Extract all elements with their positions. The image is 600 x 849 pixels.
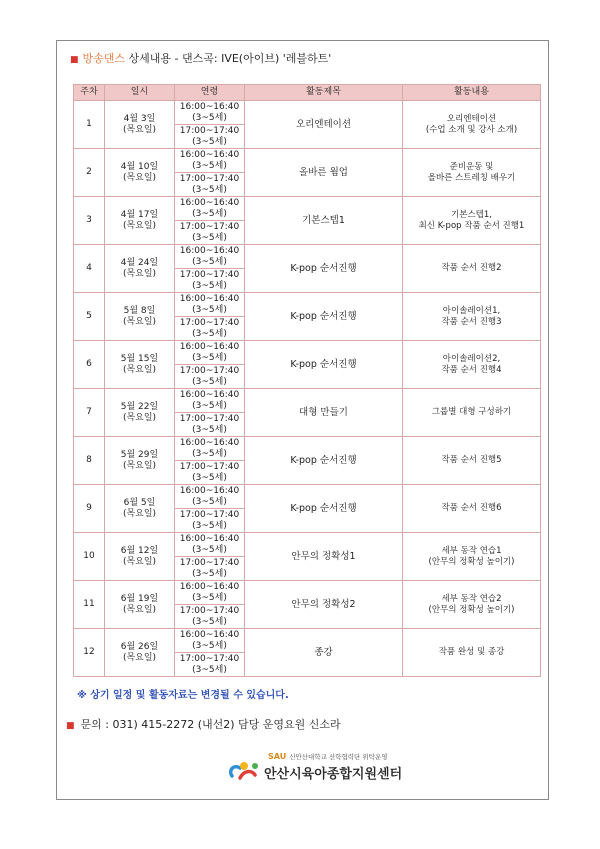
time-cell — [175, 629, 245, 653]
time-text: 17:00~17:40 — [179, 317, 240, 328]
date-cell — [105, 293, 175, 341]
date-cell — [105, 485, 175, 533]
time-cell — [175, 269, 245, 293]
activity-content-cell — [403, 437, 541, 485]
table-row — [74, 341, 541, 365]
time-text: 17:00~17:40 — [179, 269, 240, 280]
age-text: (3~5세) — [192, 520, 227, 531]
time-text: 17:00~17:40 — [179, 413, 240, 424]
time-text: 16:00~16:40 — [179, 389, 240, 400]
activity-content-line: 아이솔레이션1, — [442, 305, 501, 316]
week-cell: 1 — [74, 101, 105, 149]
date-text: 5월 15일 — [120, 353, 159, 364]
center-logo — [228, 750, 408, 784]
activity-title-cell: 안무의 정확성2 — [245, 581, 403, 629]
activity-title-cell: 기본스텝1 — [245, 197, 403, 245]
week-cell: 6 — [74, 341, 105, 389]
week-cell: 3 — [74, 197, 105, 245]
date-cell — [105, 581, 175, 629]
age-text: (3~5세) — [192, 664, 227, 675]
table-row — [74, 629, 541, 653]
time-cell — [175, 365, 245, 389]
time-text: 16:00~16:40 — [179, 245, 240, 256]
age-text: (3~5세) — [192, 160, 227, 171]
activity-content-line: 작품 순서 진행3 — [441, 316, 502, 327]
age-text: (3~5세) — [192, 184, 227, 195]
date-cell — [105, 437, 175, 485]
time-cell — [175, 293, 245, 317]
activity-content-line: 세부 동작 연습2 — [441, 593, 502, 604]
age-text: (3~5세) — [192, 328, 227, 339]
schedule-table — [73, 84, 541, 677]
date-text: 6월 12일 — [120, 545, 159, 556]
logo-mark-icon — [228, 760, 260, 782]
time-text: 17:00~17:40 — [179, 125, 240, 136]
week-cell: 5 — [74, 293, 105, 341]
table-row — [74, 581, 541, 605]
age-text: (3~5세) — [192, 256, 227, 267]
age-text: (3~5세) — [192, 616, 227, 627]
day-text: (목요일) — [122, 364, 157, 375]
day-text: (목요일) — [122, 652, 157, 663]
heading-detail: 상세내용 - 댄스곡: IVE(아이브) '레블하트' — [128, 52, 332, 65]
week-cell: 11 — [74, 581, 105, 629]
time-text: 16:00~16:40 — [179, 533, 240, 544]
date-text: 4월 3일 — [123, 113, 156, 124]
date-text: 4월 24일 — [120, 257, 159, 268]
week-cell: 10 — [74, 533, 105, 581]
activity-content-line: 작품 순서 진행2 — [441, 263, 502, 273]
table-row — [74, 197, 541, 221]
time-cell — [175, 461, 245, 485]
time-cell — [175, 437, 245, 461]
day-text: (목요일) — [122, 556, 157, 567]
time-cell — [175, 125, 245, 149]
time-cell — [175, 173, 245, 197]
age-text: (3~5세) — [192, 112, 227, 123]
week-cell: 4 — [74, 245, 105, 293]
age-text: (3~5세) — [192, 544, 227, 555]
age-text: (3~5세) — [192, 208, 227, 219]
activity-content-cell — [403, 533, 541, 581]
day-text: (목요일) — [122, 220, 157, 231]
schedule-body — [74, 101, 541, 677]
time-text: 17:00~17:40 — [179, 173, 240, 184]
time-cell — [175, 221, 245, 245]
table-row — [74, 485, 541, 509]
day-text: (목요일) — [122, 124, 157, 135]
day-text: (목요일) — [122, 412, 157, 423]
activity-content-cell — [403, 293, 541, 341]
time-text: 16:00~16:40 — [179, 149, 240, 160]
activity-content-line: 그룹별 대형 구성하기 — [431, 407, 512, 417]
time-text: 17:00~17:40 — [179, 221, 240, 232]
date-text: 5월 22일 — [120, 401, 159, 412]
table-row — [74, 245, 541, 269]
time-text: 17:00~17:40 — [179, 509, 240, 520]
table-row — [74, 389, 541, 413]
week-cell: 9 — [74, 485, 105, 533]
date-text: 6월 26일 — [120, 641, 159, 652]
age-text: (3~5세) — [192, 376, 227, 387]
activity-content-cell — [403, 245, 541, 293]
logo-affiliation-text: 신안산대학교 산학협력단 위탁운영 — [289, 753, 388, 761]
time-text: 17:00~17:40 — [179, 557, 240, 568]
activity-content-cell — [403, 485, 541, 533]
date-text: 4월 10일 — [120, 161, 159, 172]
activity-content-cell — [403, 629, 541, 677]
age-text: (3~5세) — [192, 352, 227, 363]
activity-title-cell: 올바른 웜업 — [245, 149, 403, 197]
table-row — [74, 101, 541, 125]
activity-title-cell: K-pop 순서진행 — [245, 245, 403, 293]
header-title: 활동제목 — [245, 85, 403, 101]
time-cell — [175, 533, 245, 557]
date-text: 5월 8일 — [123, 305, 156, 316]
age-text: (3~5세) — [192, 280, 227, 291]
age-text: (3~5세) — [192, 136, 227, 147]
date-cell — [105, 197, 175, 245]
activity-title-cell: 대형 만들기 — [245, 389, 403, 437]
week-cell: 7 — [74, 389, 105, 437]
activity-content-line: 최신 K-pop 작품 순서 진행1 — [418, 220, 525, 231]
activity-title-cell: 오리엔테이션 — [245, 101, 403, 149]
time-cell — [175, 509, 245, 533]
day-text: (목요일) — [122, 604, 157, 615]
table-header-row — [74, 85, 541, 101]
header-week: 주차 — [74, 85, 105, 101]
date-cell — [105, 149, 175, 197]
activity-content-cell — [403, 149, 541, 197]
table-row — [74, 293, 541, 317]
date-text: 5월 29일 — [120, 449, 159, 460]
logo-affiliation — [268, 752, 388, 761]
activity-content-cell — [403, 389, 541, 437]
header-content: 활동내용 — [403, 85, 541, 101]
day-text: (목요일) — [122, 460, 157, 471]
activity-content-line: 세부 동작 연습1 — [441, 545, 502, 556]
week-cell: 12 — [74, 629, 105, 677]
activity-content-line: 올바른 스트레칭 배우기 — [427, 172, 516, 183]
activity-content-line: 작품 완성 및 종강 — [438, 647, 505, 657]
date-cell — [105, 533, 175, 581]
time-text: 16:00~16:40 — [179, 293, 240, 304]
time-cell — [175, 605, 245, 629]
time-text: 16:00~16:40 — [179, 629, 240, 640]
time-cell — [175, 389, 245, 413]
time-cell — [175, 245, 245, 269]
date-text: 4월 17일 — [120, 209, 159, 220]
change-notice: ※ 상기 일정 및 활동자료는 변경될 수 있습니다. — [77, 690, 289, 701]
time-cell — [175, 197, 245, 221]
date-text: 6월 19일 — [120, 593, 159, 604]
time-text: 17:00~17:40 — [179, 605, 240, 616]
table-row — [74, 149, 541, 173]
day-text: (목요일) — [122, 172, 157, 183]
table-row — [74, 437, 541, 461]
date-cell — [105, 341, 175, 389]
activity-title-cell: 종강 — [245, 629, 403, 677]
age-text: (3~5세) — [192, 640, 227, 651]
day-text: (목요일) — [122, 508, 157, 519]
activity-title-cell: K-pop 순서진행 — [245, 437, 403, 485]
activity-title-cell: K-pop 순서진행 — [245, 293, 403, 341]
date-cell — [105, 389, 175, 437]
time-text: 17:00~17:40 — [179, 653, 240, 664]
logo-name: 안산시육아종합지원센터 — [264, 767, 403, 782]
time-cell — [175, 317, 245, 341]
time-text: 16:00~16:40 — [179, 101, 240, 112]
time-text: 16:00~16:40 — [179, 341, 240, 352]
time-cell — [175, 581, 245, 605]
age-text: (3~5세) — [192, 304, 227, 315]
age-text: (3~5세) — [192, 424, 227, 435]
age-text: (3~5세) — [192, 400, 227, 411]
time-text: 16:00~16:40 — [179, 485, 240, 496]
time-cell — [175, 341, 245, 365]
date-cell — [105, 629, 175, 677]
time-text: 16:00~16:40 — [179, 437, 240, 448]
activity-content-line: (수업 소개 및 강사 소개) — [425, 124, 518, 135]
activity-content-line: 기본스텝1, — [451, 209, 492, 220]
activity-title-cell: K-pop 순서진행 — [245, 341, 403, 389]
time-cell — [175, 485, 245, 509]
age-text: (3~5세) — [192, 592, 227, 603]
age-text: (3~5세) — [192, 232, 227, 243]
heading-bullet: ■ — [70, 55, 79, 65]
date-cell — [105, 245, 175, 293]
time-text: 16:00~16:40 — [179, 197, 240, 208]
age-text: (3~5세) — [192, 496, 227, 507]
date-text: 6월 5일 — [123, 497, 156, 508]
activity-content-line: (안무의 정확성 높이기) — [428, 556, 515, 567]
activity-content-cell — [403, 101, 541, 149]
time-text: 16:00~16:40 — [179, 581, 240, 592]
age-text: (3~5세) — [192, 568, 227, 579]
header-age: 연령 — [175, 85, 245, 101]
contact-line — [66, 716, 341, 732]
week-cell: 8 — [74, 437, 105, 485]
week-cell: 2 — [74, 149, 105, 197]
activity-content-cell — [403, 581, 541, 629]
activity-title-cell: K-pop 순서진행 — [245, 485, 403, 533]
heading-category: 방송댄스 — [82, 52, 126, 65]
section-heading — [70, 52, 331, 67]
activity-content-line: 작품 순서 진행6 — [441, 503, 502, 513]
logo-abbr: SAU — [268, 752, 287, 761]
time-cell — [175, 653, 245, 677]
activity-content-line: (안무의 정확성 높이기) — [428, 604, 515, 615]
day-text: (목요일) — [122, 316, 157, 327]
age-text: (3~5세) — [192, 448, 227, 459]
activity-content-line: 아이솔레이션2, — [442, 353, 501, 364]
time-cell — [175, 557, 245, 581]
header-date: 일시 — [105, 85, 175, 101]
activity-content-line: 작품 순서 진행5 — [441, 455, 502, 465]
time-cell — [175, 101, 245, 125]
activity-content-cell — [403, 197, 541, 245]
date-cell — [105, 101, 175, 149]
contact-text: 문의 : 031) 415-2272 (내선2) 담당 운영요원 신소라 — [80, 718, 341, 731]
activity-content-cell — [403, 341, 541, 389]
activity-title-cell: 안무의 정확성1 — [245, 533, 403, 581]
activity-content-line: 오리엔테이션 — [446, 113, 497, 124]
time-text: 17:00~17:40 — [179, 365, 240, 376]
contact-bullet: ■ — [66, 721, 75, 731]
activity-content-line: 작품 순서 진행4 — [441, 364, 502, 375]
day-text: (목요일) — [122, 268, 157, 279]
time-cell — [175, 413, 245, 437]
time-text: 17:00~17:40 — [179, 461, 240, 472]
age-text: (3~5세) — [192, 472, 227, 483]
activity-content-line: 준비운동 및 — [449, 161, 494, 172]
table-row — [74, 533, 541, 557]
time-cell — [175, 149, 245, 173]
